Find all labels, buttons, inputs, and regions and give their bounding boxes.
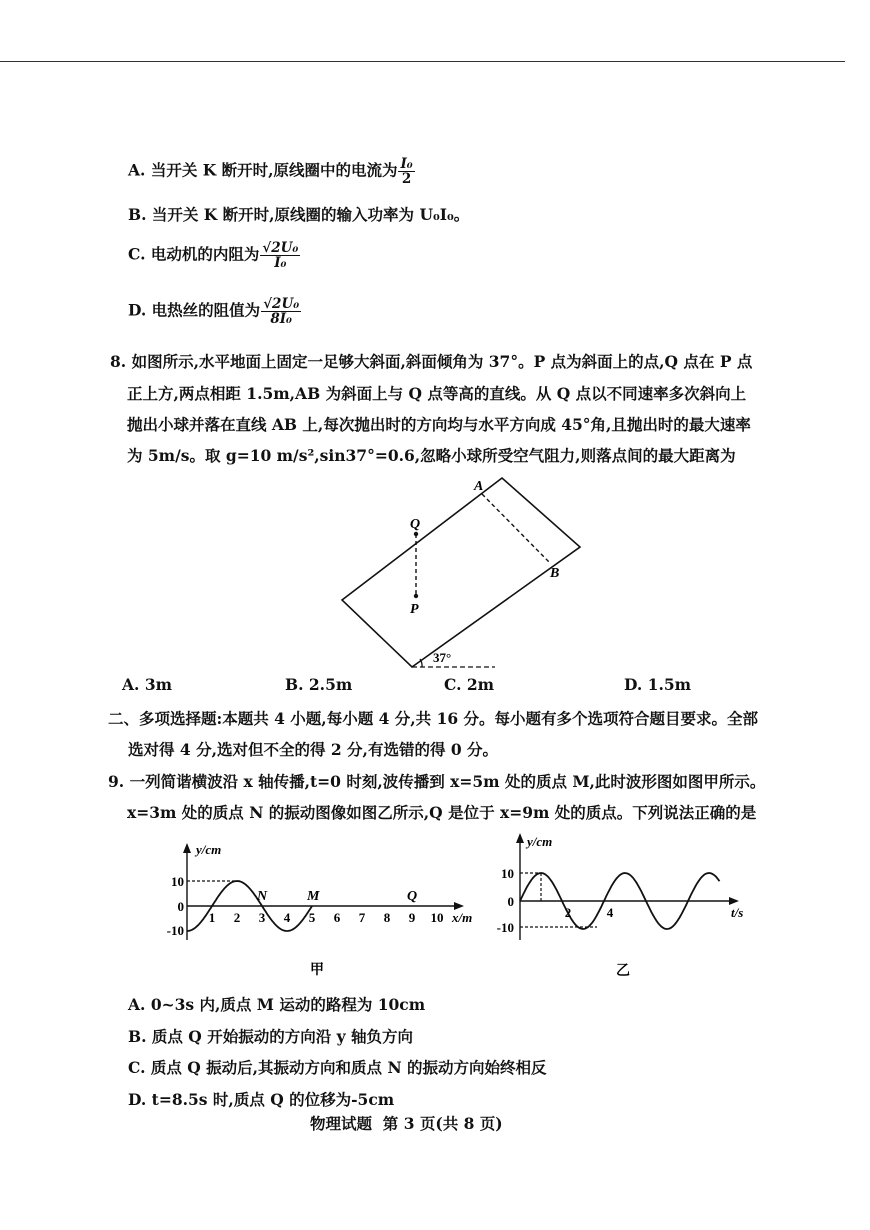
x-axis-arrow — [454, 902, 464, 910]
page-footer: 物理试题 第 3 页(共 8 页) — [310, 1114, 503, 1133]
t-axis-label: t/s — [731, 905, 744, 920]
fraction: $\frac{\text{√2U₀}}{\text{I₀}}$ — [262, 240, 299, 272]
y-tick-0: 0 — [507, 894, 514, 909]
fraction: $\frac{\text{√2U₀}}{\text{8I₀}}$ — [263, 296, 300, 328]
x-ticks — [209, 910, 444, 925]
q8-option-c: C. 2m — [444, 675, 495, 694]
q8-option-d: D. 1.5m — [624, 675, 692, 694]
y-tick-10: 10 — [501, 866, 514, 881]
label-b: B — [550, 566, 560, 581]
y-axis-arrow — [516, 833, 524, 843]
point-q — [414, 532, 418, 536]
q8-line-1: 8. 如图所示,水平地面上固定一足够大斜面,斜面倾角为 37°。P 点为斜面上的点,Q 点在 P 点 — [110, 352, 753, 371]
q7-option-c: C. 电动机的内阻为 $\frac{\text{√2U₀}}{\text{I₀}}$ — [128, 240, 299, 272]
point-label-n: N — [257, 889, 268, 904]
y-tick-minus-10: -10 — [496, 920, 514, 935]
section2-heading-2: 选对得 4 分,选对但不全的得 2 分,有选错的得 0 分。 — [128, 740, 499, 759]
q9-option-a: A. 0~3s 内,质点 M 运动的路程为 10cm — [128, 995, 426, 1014]
x-tick-2: 2 — [233, 910, 241, 925]
angle-label: 37° — [433, 650, 452, 665]
x-tick-6: 6 — [333, 910, 341, 925]
q8-option-b: B. 2.5m — [285, 675, 353, 694]
q9-option-d: D. t=8.5s 时,质点 Q 的位移为-5cm — [128, 1090, 395, 1109]
caption-jia: 甲 — [310, 963, 324, 978]
q7-option-d: D. 电热丝的阻值为 $\frac{\text{√2U₀}}{\text{8I₀}}$ — [128, 296, 300, 328]
t-tick-4: 4 — [606, 905, 614, 920]
x-tick-9: 9 — [408, 910, 416, 925]
x-tick-8: 8 — [383, 910, 391, 925]
fraction: $\frac{\text{I₀}}{2}$ — [400, 156, 413, 188]
t-tick-2: 2 — [564, 905, 572, 920]
x-tick-3: 3 — [258, 910, 266, 925]
label-a: A — [474, 479, 484, 494]
y-axis-label: y/cm — [527, 834, 553, 849]
q9-option-b: B. 质点 Q 开始振动的方向沿 y 轴负方向 — [128, 1027, 413, 1046]
header-rule — [0, 61, 845, 62]
y-tick-10: 10 — [171, 874, 184, 889]
vibration-graph-yi — [490, 830, 760, 980]
q7-option-a: A. 当开关 K 断开时,原线圈中的电流为 $\frac{\text{I₀}}{2}$ — [128, 156, 413, 188]
q9-line-2: x=3m 处的质点 N 的振动图像如图乙所示,Q 是位于 x=9m 处的质点。下列说法正确的是 — [127, 803, 757, 822]
section2-heading-1: 二、多项选择题:本题共 4 小题,每小题 4 分,共 16 分。每小题有多个选项符合题目要求。全部 — [108, 709, 759, 728]
point-p — [414, 594, 418, 598]
line-ab — [482, 494, 550, 563]
q9-option-c: C. 质点 Q 振动后,其振动方向和质点 N 的振动方向始终相反 — [128, 1058, 547, 1077]
y-axis-label: y/cm — [196, 842, 222, 857]
label-p: P — [410, 602, 419, 617]
q8-line-2: 正上方,两点相距 1.5m,AB 为斜面上与 Q 点等高的直线。从 Q 点以不同速率多次斜向上 — [127, 384, 747, 403]
point-label-m: M — [307, 889, 320, 904]
q9-line-1: 9. 一列简谐横波沿 x 轴传播,t=0 时刻,波传播到 x=5m 处的质点 M,此时波形图如图甲所示。 — [108, 772, 766, 791]
incline-plane — [342, 478, 580, 667]
x-tick-7: 7 — [358, 910, 366, 925]
x-axis-label: x/m — [452, 910, 473, 925]
q8-option-a: A. 3m — [122, 675, 173, 694]
y-axis-arrow — [183, 843, 191, 853]
x-tick-10: 10 — [430, 910, 444, 925]
x-tick-5: 5 — [308, 910, 316, 925]
wave-graph-jia — [160, 840, 485, 980]
x-tick-4: 4 — [283, 910, 291, 925]
q7-option-b: B. 当开关 K 断开时,原线圈的输入功率为 U₀I₀。 — [128, 205, 470, 224]
q8-line-3: 抛出小球并落在直线 AB 上,每次抛出时的方向均与水平方向成 45°角,且抛出时的最大速率 — [127, 415, 751, 434]
label-q: Q — [410, 517, 421, 532]
x-tick-1: 1 — [208, 910, 216, 925]
y-tick-0: 0 — [177, 899, 184, 914]
point-label-q: Q — [407, 889, 418, 904]
y-tick-minus-10: -10 — [166, 923, 184, 938]
q8-line-4: 为 5m/s。取 g=10 m/s²,sin37°=0.6,忽略小球所受空气阻力,则落点间的最大距离为 — [127, 446, 736, 465]
t-axis-arrow — [729, 897, 739, 905]
incline-figure — [330, 470, 600, 675]
t-ticks — [565, 905, 614, 920]
caption-yi: 乙 — [616, 964, 630, 979]
